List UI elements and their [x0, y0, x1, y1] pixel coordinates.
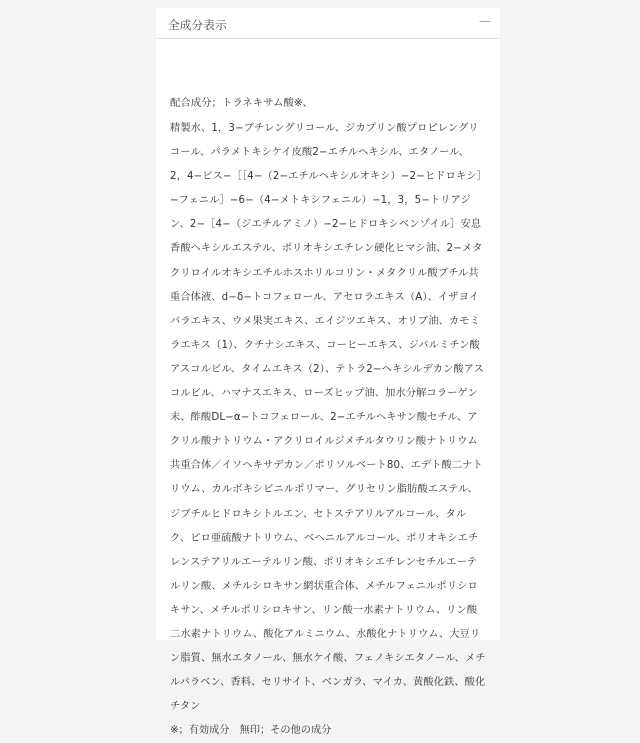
ingredients-panel: [156, 8, 500, 737]
panel-header[interactable]: [156, 8, 500, 39]
panel-body: [156, 39, 500, 743]
panel-title: 全成分表示: [168, 18, 227, 32]
active-ingredient-label: 配合成分；トラネキサム酸※、: [170, 97, 313, 109]
footnote: ※；有効成分 無印；その他の成分: [170, 725, 332, 737]
ingredient-list: 精製水、1，3−ブチレングリコール、ジカプリン酸プロピレングリコール、パラメトキシケイ皮酸2−エチルヘキシル、エタノール、2，4−ビス−［［4−（2−エチルヘキシルオキシ）−2−ヒドロキシ］−フェニル］−6−（4−メトキシフェニル）−1，3，5−トリアジン、2−［4−（ジエチルアミノ）−2−ヒドロキシベンゾイル］安息香酸ヘキシルエステル、ポリオキシエチレン硬化ヒマシ油、2−メタクリロイルオキシエチルホスホリルコリン・メタクリル酸ブチル共重合体液、d−δ−トコフェロール、アセロラエキス（A）、イザヨイバラエキス、ウメ果実エキス、エイジツエキス、オリブ油、カモミラエキス（1）、クチナシエキス、コーヒーエキス、ジパルミチン酸アスコルビル、タイムエキス（2）、テトラ2−ヘキシルデカン酸アスコルビル、ハマナスエキス、ローズヒップ油、加水分解コラーゲン末、酢酸DL−α−トコフェロール、2−エチルヘキサン酸セチル、アクリル酸ナトリウム・アクリロイルジメチルタウリン酸ナトリウム共重合体／イソヘキサデカン／ポリソルベート80、エデト酸二ナトリウム、カルボキシビニルポリマー、グリセリン脂肪酸エステル、ジブチルヒドロキシトルエン、セトステアリルアルコール、タルク、ピロ亜硫酸ナトリウム、ベヘニルアルコール、ポリオキシエチレンステアリルエーテルリン酸、ポリオキシエチレンセチルエーテルリン酸、メチルシロキサン網状重合体、メチルフェニルポリシロキサン、メチルポリシロキサン、リン酸一水素ナトリウム、リン酸二水素ナトリウム、酸化アルミニウム、水酸化ナトリウム、大豆リン脂質、無水エタノール、無水ケイ酸、フェノキシエタノール、メチルパラベン、香料、セリサイト、ベンガラ、マイカ、黄酸化鉄、酸化チタン: [170, 123, 486, 713]
collapse-icon[interactable]: —: [479, 14, 491, 28]
